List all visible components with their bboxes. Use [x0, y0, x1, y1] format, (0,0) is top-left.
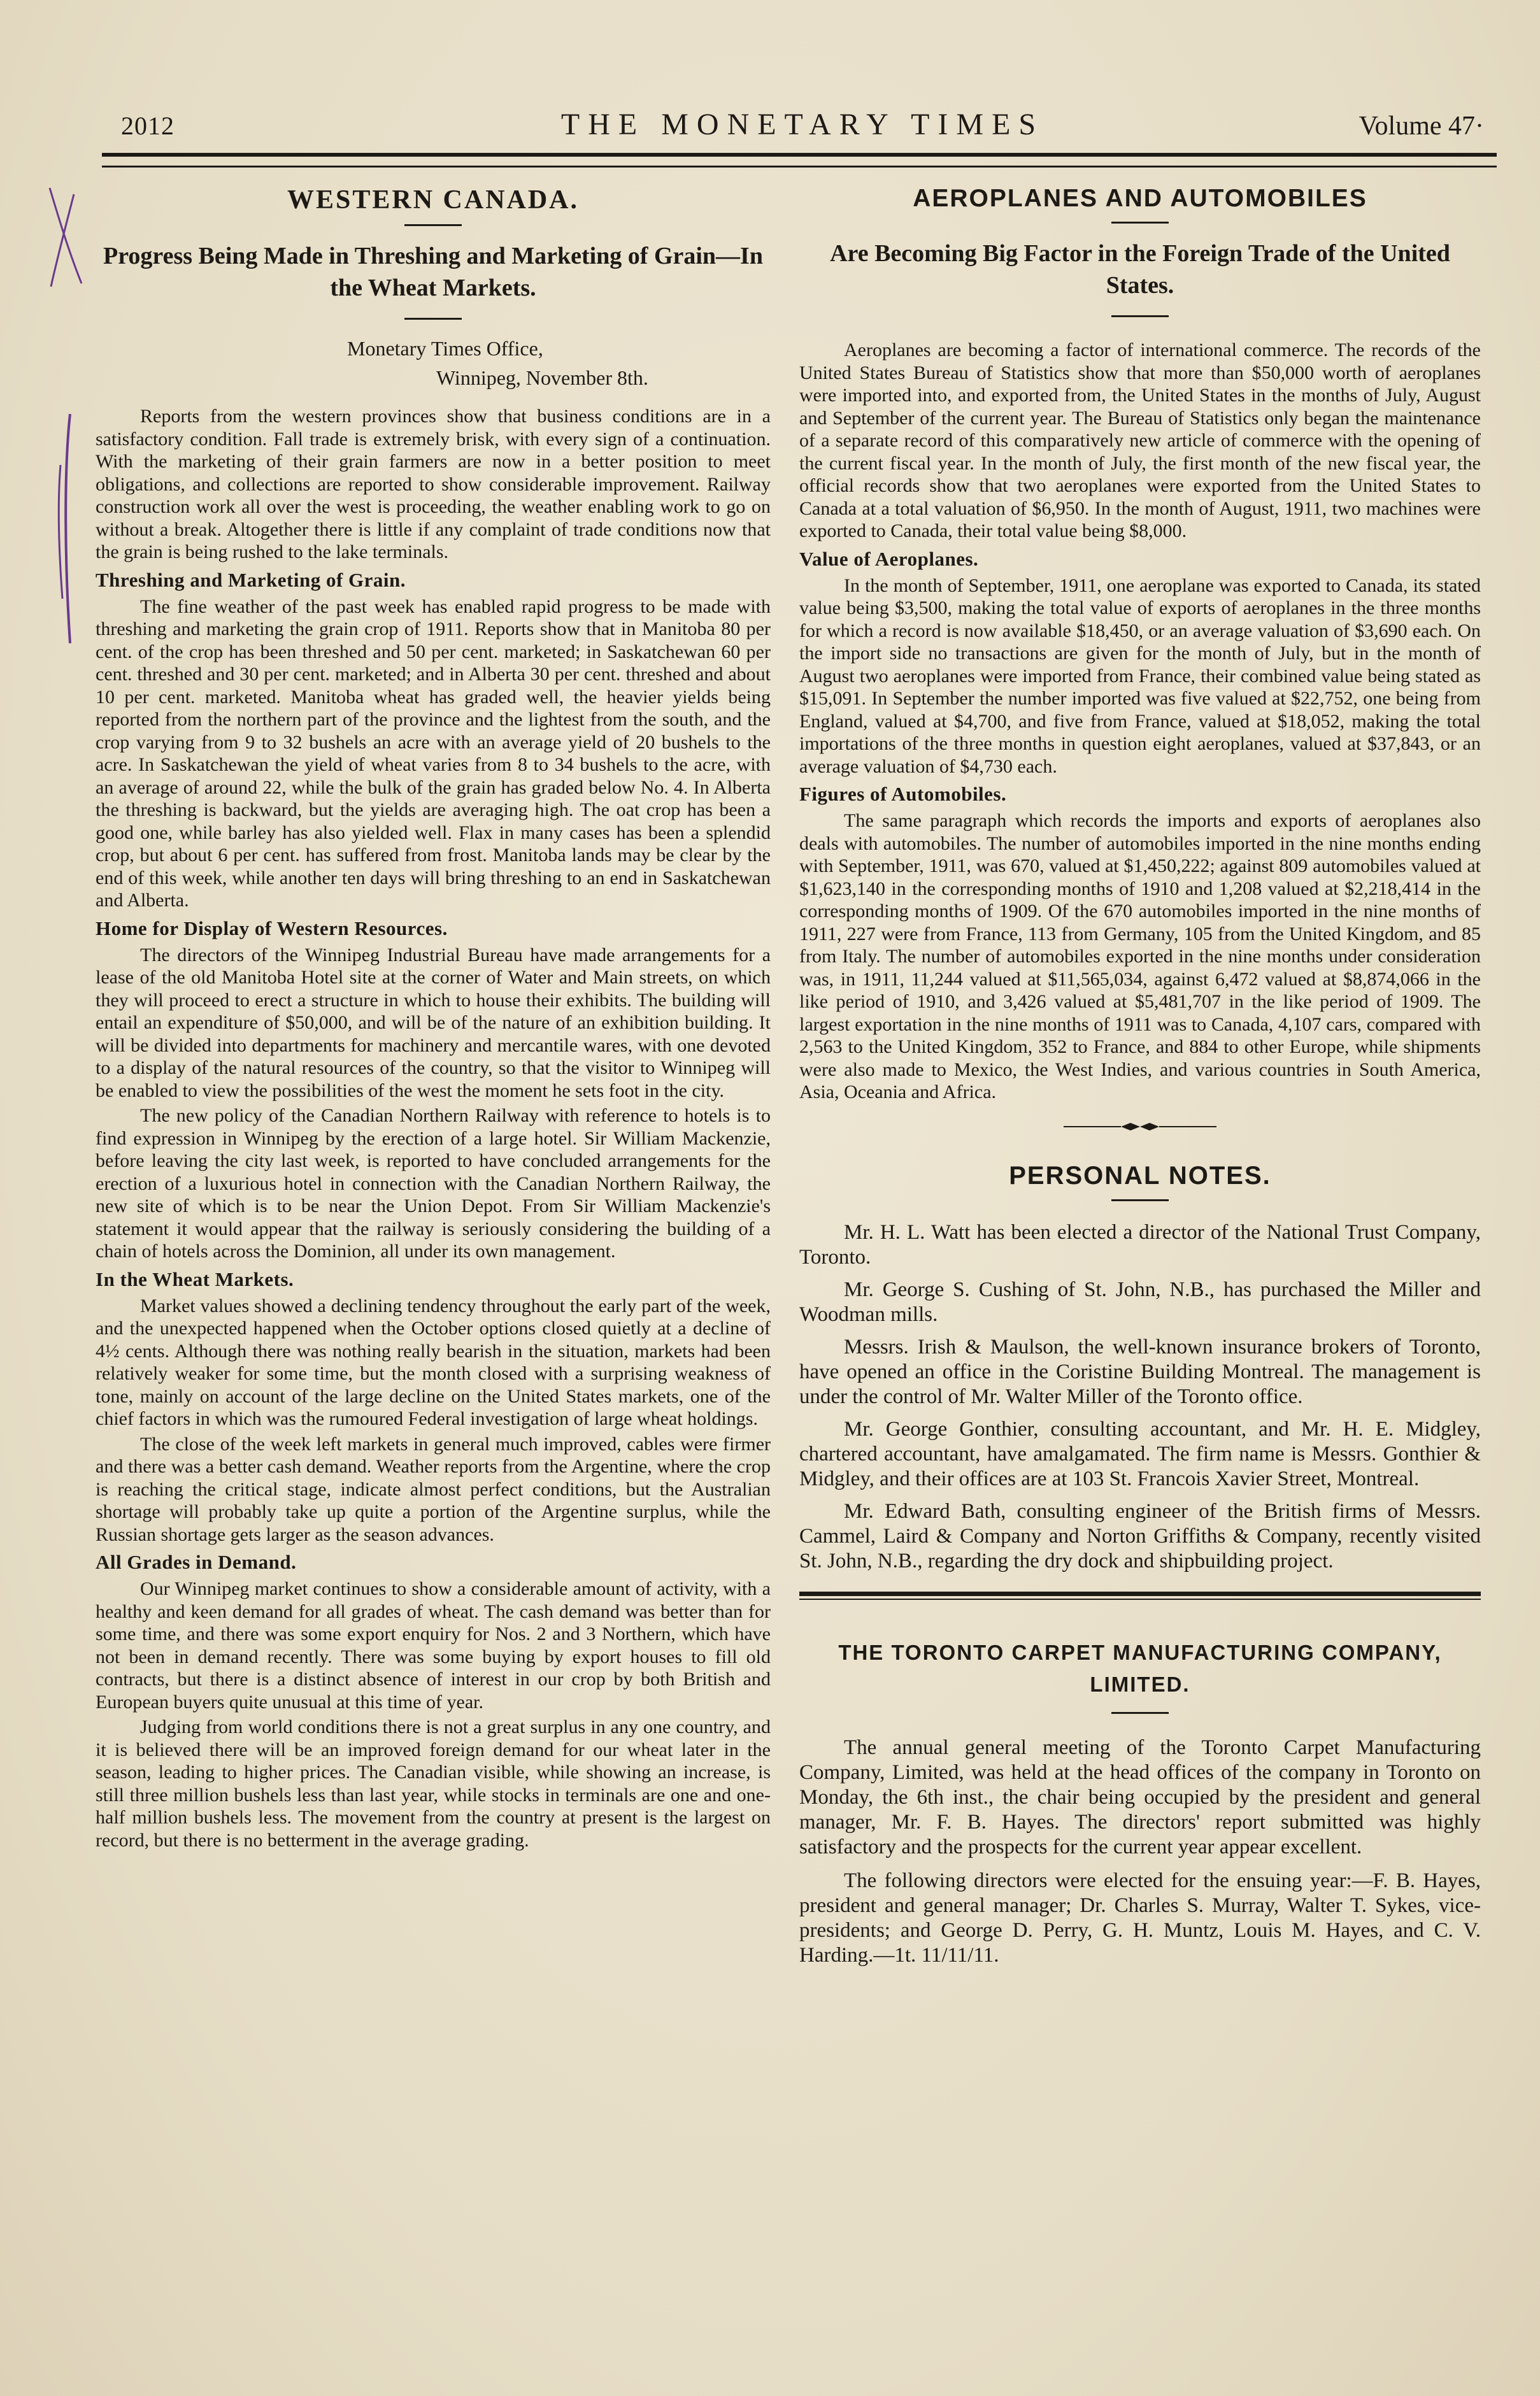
personal-note-item: Mr. George Gonthier, consulting accountant, and Mr. H. E. Midgley, chartered accountant, have amalgamated. The firm name is Messrs. Gonthier & Midgley, and their offices are at 103 St. Francois Xavier Street, Montreal.: [799, 1417, 1481, 1490]
all-grades-subhead: All Grades in Demand.: [96, 1551, 297, 1573]
header-double-rule: [102, 153, 1497, 168]
left-column: [96, 185, 771, 1854]
wheat-markets-subhead: In the Wheat Markets.: [96, 1267, 294, 1290]
threshing-paragraph: The fine weather of the past week has enabled rapid progress to be made with threshing and marketing the grain crop of 1911. Reports show that in Manitoba 80 per cent. of the crop has been threshed and 50 per cent. marketed; in Saskatchewan 60 per cent. threshed and 30 per cent. marketed; and in Alberta 30 per cent. threshed and about 10 per cent. marketed. Manitoba wheat has graded well, the heavier yields being reported from the northern part of the province and the lightest from the south, and the crop varying from 9 to 32 bushels an acre with an average yield of 20 bushels to the acre. In Saskatchewan the yield of wheat varies from 8 to 34 bushels to the acre, with an average of around 22, while the bulk of the grain has graded below No. 4. In Alberta the threshing is backward, but the yields are averaging high. The oat crop has been a good one, while barley has also yielded well. Flax in many cases has been a splendid crop, but about 6 per cent. has suffered from frost. Manitoba lands may be clear by the end of this week, while another ten days will bring threshing to an end in Saskatchewan and Alberta.: [96, 595, 771, 911]
western-canada-title: WESTERN CANADA.: [287, 185, 580, 215]
pencil-x-mark-icon: [43, 182, 88, 290]
subtitle-rule: [404, 318, 462, 320]
wheat-markets-paragraph-2: The close of the week left markets in general much improved, cables were firmer and there was a better cash demand. Weather reports from the Argentine, where the crop is reaching the critical stage, indicate almost perfect conditions, but the Australian shortage will probably take up quite a portion of the Argentine surplus, while the Russian shortage gets larger as the season advances.: [96, 1433, 771, 1545]
pencil-bracket-mark-icon: [51, 408, 83, 650]
figures-automobiles-paragraph: The same paragraph which records the imports and exports of aeroplanes also deals with automobiles. The number of automobiles imported in the nine months ending with September, 1911, was 670, valued at $1,450,222; against 809 automobiles valued at $1,623,140 in the corresponding months of 1910 and 1,208 valued at $2,218,414 in the corresponding months of 1909. Of the 670 automobiles imported in the nine months of 1911, 227 were from France, 113 from Germany, 105 from the United Kingdom, and 85 from Italy. The number of automobiles exported in the nine months under consideration was, in 1911, 11,244 valued at $11,565,034, against 6,472 valued at $8,874,066 in the like period of 1910, and 3,426 valued at $5,481,707 in the like period of 1909. The largest exportation in the nine months of 1911 was to Canada, 4,107 cars, compared with 2,563 to the United Kingdom, 352 to France, and 884 to other Europe, while shipments were also made to Mexico, the West Indies, and various countries in South America, Asia, Oceania and Africa.: [799, 810, 1481, 1102]
subtitle-rule: [1111, 315, 1169, 317]
figures-automobiles-subhead: Figures of Automobiles.: [799, 783, 1007, 805]
aeroplanes-subtitle: Are Becoming Big Factor in the Foreign Trade of the United States.: [830, 240, 1450, 299]
aeroplanes-title: AEROPLANES AND AUTOMOBILES: [913, 185, 1367, 212]
threshing-subhead: Threshing and Marketing of Grain.: [96, 568, 406, 591]
dateline-office: Monetary Times Office,: [347, 337, 543, 360]
personal-note-item: Mr. H. L. Watt has been elected a director of the National Trust Company, Toronto.: [799, 1220, 1481, 1269]
dateline-place: Winnipeg, November 8th.: [436, 366, 648, 389]
personal-note-item: Mr. Edward Bath, consulting engineer of the British firms of Messrs. Cammel, Laird & Company and Norton Griffiths & Company, recently visited St. John, N.B., regarding the dry dock and shipbuilding project.: [799, 1499, 1481, 1572]
masthead-title: THE MONETARY TIMES: [560, 108, 1044, 141]
value-aeroplanes-subhead: Value of Aeroplanes.: [799, 547, 979, 570]
running-head: [121, 107, 1484, 145]
volume-label: Volume 47·: [1358, 111, 1484, 141]
title-rule: [404, 224, 462, 226]
western-canada-intro: Reports from the western provinces show that business conditions are in a satisfactory condition. Fall trade is extremely brisk, with every sign of a continuation. With the marketing of their grain farmers are now in a better position to meet obligations, and collections are reported to show considerable improvement. Railway construction work all over the west is proceeding, the weather enabling work to go on without a break. Altogether there is little if any complaint of trade conditions now that the grain is being rushed to the lake terminals.: [96, 406, 771, 562]
wheat-markets-paragraph-1: Market values showed a declining tendency throughout the early part of the week, and the unexpected happened when the October options closed quietly at a decline of 4½ cents. Although there was nothing really bearish in the situation, markets had been relatively weaker for some time, but the month closed with a surprising weakness of tone, mainly on account of the large decline on the United States markets, one of the chief factors in which was the rumoured Federal investigation of large wheat holdings.: [96, 1295, 771, 1429]
page-number: 2012: [121, 111, 175, 140]
dateline: [347, 334, 771, 392]
section-ornament-icon: [799, 1120, 1481, 1136]
right-column: [799, 185, 1481, 1977]
home-display-paragraph-1: The directors of the Winnipeg Industrial Bureau have made arrangements for a lease of the old Manitoba Hotel site at the corner of Water and Main streets, on which they will proceed to erect a structure in which to house their exhibits. The building will entail an expenditure of $50,000, and will be of the nature of an exhibition building. It will be divided into departments for machinery and mercantile wares, with one devoted to a display of the natural resources of the country, so that the visitor to Winnipeg will be enabled to view the possibilities of the west the moment he sets foot in the city.: [96, 944, 771, 1101]
home-display-subhead: Home for Display of Western Resources.: [96, 916, 448, 939]
western-canada-subtitle: Progress Being Made in Threshing and Marketing of Grain—In the Wheat Markets.: [103, 243, 763, 301]
personal-notes-section: [799, 1162, 1481, 1574]
toronto-carpet-title: THE TORONTO CARPET MANUFACTURING COMPANY, LIMITED.: [838, 1640, 1442, 1696]
personal-notes-title: PERSONAL NOTES.: [1009, 1161, 1271, 1190]
home-display-paragraph-2: The new policy of the Canadian Northern Railway with reference to hotels is to find expression in Winnipeg by the erection of a large hotel. Sir William Mackenzie, before leaving the city last week, is reported to have concluded arrangements for the erection of a luxurious hotel in connection with the Canadian Northern Railway, the new site of which is to be near the Union Depot. From Sir William Mackenzie's statement it would appear that the railway is seriously considering the building of a chain of hotels across the Dominion, all under its own management.: [96, 1105, 771, 1262]
personal-note-item: Messrs. Irish & Maulson, the well-known insurance brokers of Toronto, have opened an office in the Coristine Building Montreal. The management is under the control of Mr. Walter Miller of the Toronto office.: [799, 1335, 1481, 1408]
toronto-carpet-paragraph-2: The following directors were elected for the ensuing year:—F. B. Hayes, president and general manager; Dr. Charles S. Murray, Walter T. Sykes, vice-presidents; and George D. Perry, G. H. Muntz, Louis M. Hayes, and C. V. Harding.—1t. 11/11/11.: [799, 1869, 1481, 1967]
section-divider-rule: [799, 1592, 1481, 1600]
personal-note-item: Mr. George S. Cushing of St. John, N.B., has purchased the Miller and Woodman mills.: [799, 1278, 1481, 1326]
toronto-carpet-paragraph-1: The annual general meeting of the Toronto Carpet Manufacturing Company, Limited, was held at the head offices of the company in Toronto on Monday, the 6th inst., the chair being occupied by the president and general manager, Mr. F. B. Hayes. The directors' report submitted was highly satisfactory and the prospects for the current year appear excellent.: [799, 1736, 1481, 1858]
all-grades-paragraph-1: Our Winnipeg market continues to show a considerable amount of activity, with a healthy and keen demand for all grades of wheat. The cash demand was better than for some time, and there was some export enquiry for Nos. 2 and 3 Northern, which have not been in demand recently. There was some buying by export houses to fill old contracts, but there is a distinct absence of interest in our crop by both British and European buyers quite unusual at this time of year.: [96, 1578, 771, 1713]
aeroplanes-intro: Aeroplanes are becoming a factor of international commerce. The records of the United States Bureau of Statistics show that more than $50,000 worth of aeroplanes were imported into, and exported from, the United States in the months of July, August and September of the current year. The Bureau of Statistics only began the maintenance of a separate record of this comparatively new article of commerce with the opening of the current fiscal year. In the month of July, the first month of the new fiscal year, the official records show that two aeroplanes were exported from the United States to Canada at a total valuation of $6,950. In the month of August, 1911, two machines were exported to Canada, their total value being $8,000.: [799, 339, 1481, 541]
value-aeroplanes-paragraph: In the month of September, 1911, one aeroplane was exported to Canada, its stated value being $3,500, making the total value of exports of aeroplanes in the three months for which a record is now available $18,450, or an average valuation of $3,690 each. On the import side no transactions are given for the month of July, but in the month of August two aeroplanes were imported from France, their combined value being stated as $15,091. In September the number imported was five valued at $22,752, one being from England, valued at $4,700, and five from France, valued at $18,052, making the total importations of the three months in question eight aeroplanes, valued at $37,843, or an average valuation of $4,730 each.: [799, 574, 1481, 777]
all-grades-paragraph-2: Judging from world conditions there is not a great surplus in any one country, and it is believed there will be an improved foreign demand for our wheat later in the season, leading to higher prices. The Canadian visible, while showing an increase, is still three million bushels less than last year, while stocks in terminals are one and one-half million bushels less. The movement from the country at present is the largest on record, but there is no betterment in the average grading.: [96, 1716, 771, 1851]
title-rule: [1111, 222, 1169, 224]
toronto-carpet-section: [799, 1637, 1481, 1968]
title-rule: [1111, 1199, 1169, 1201]
title-rule: [1111, 1712, 1169, 1714]
